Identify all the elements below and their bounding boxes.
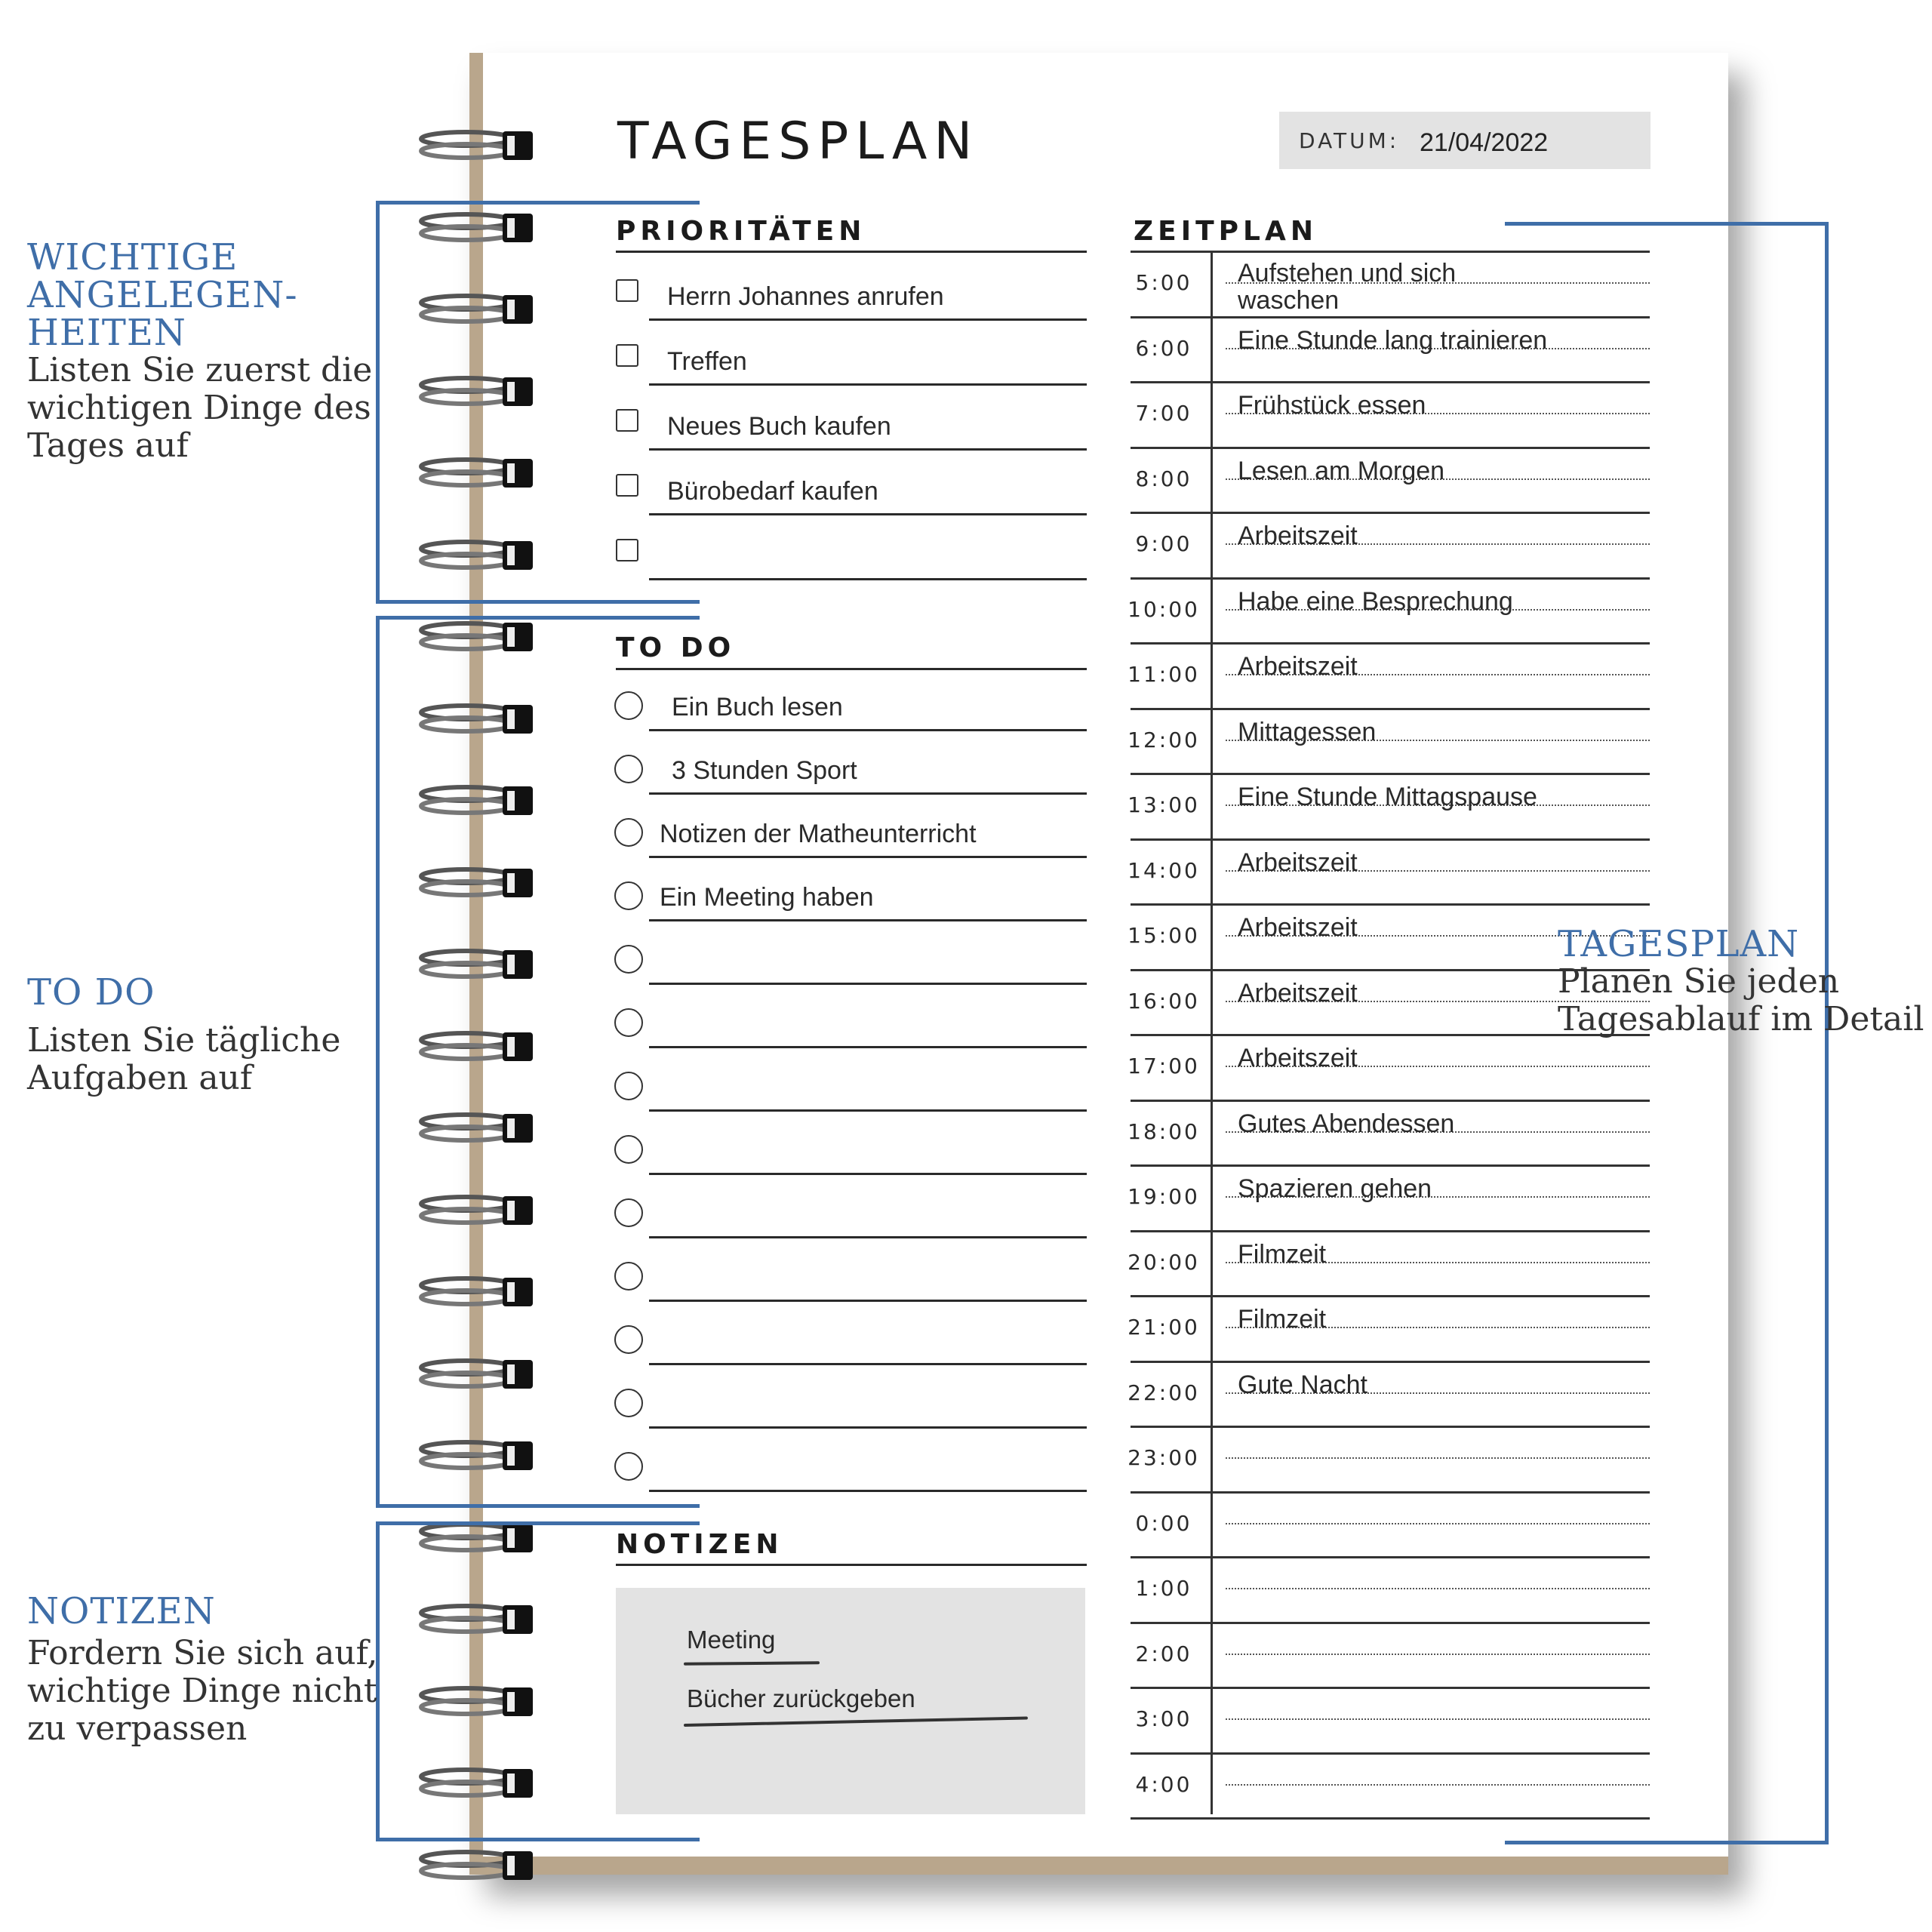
schedule-time: 1:00 <box>1135 1576 1192 1601</box>
schedule-event[interactable]: Arbeitszeit <box>1238 521 1358 550</box>
schedule-event[interactable]: Lesen am Morgen <box>1238 456 1445 485</box>
priority-item-label: Treffen <box>667 347 747 376</box>
notes-heading: NOTIZEN <box>616 1529 783 1560</box>
priority-line <box>649 513 1087 515</box>
priority-line <box>649 383 1087 386</box>
schedule-annotation <box>1558 925 1924 1038</box>
notes-line: Meeting <box>687 1626 776 1654</box>
schedule-event[interactable]: Filmzeit <box>1238 1239 1327 1269</box>
annotation-text: Tages auf <box>27 426 189 465</box>
schedule-event[interactable]: Arbeitszeit <box>1238 652 1358 681</box>
schedule-event[interactable]: Mittagessen <box>1238 717 1377 746</box>
todo-item-label: Ein Meeting haben <box>660 883 874 912</box>
todo-line <box>649 1046 1087 1048</box>
todo-line <box>649 729 1087 731</box>
schedule-time: 3:00 <box>1135 1706 1192 1731</box>
schedule-event[interactable]: Frühstück essen <box>1238 391 1426 420</box>
annotation-title: TAGESPLAN <box>1558 923 1800 965</box>
annotation-text: zu verpassen <box>27 1709 248 1748</box>
schedule-time: 13:00 <box>1128 792 1200 817</box>
schedule-event[interactable]: waschen <box>1238 286 1340 315</box>
schedule-time: 5:00 <box>1135 270 1192 295</box>
notes-underline <box>684 1661 820 1666</box>
notes-bracket <box>376 1521 700 1841</box>
schedule-divider <box>1211 251 1213 1814</box>
schedule-event[interactable]: Habe eine Besprechung <box>1238 586 1513 616</box>
notes-line: Bücher zurückgeben <box>687 1684 915 1712</box>
schedule-time: 15:00 <box>1128 923 1200 948</box>
schedule-time: 4:00 <box>1135 1771 1192 1797</box>
todo-line <box>649 1363 1087 1365</box>
schedule-time: 23:00 <box>1128 1445 1200 1470</box>
schedule-time: 12:00 <box>1128 727 1200 752</box>
date-box <box>1279 112 1651 169</box>
todo-line <box>649 1300 1087 1302</box>
priorities-heading: PRIORITÄTEN <box>616 216 866 247</box>
schedule-time: 18:00 <box>1128 1118 1200 1144</box>
schedule-event[interactable]: Arbeitszeit <box>1238 913 1358 942</box>
schedule-time: 11:00 <box>1128 662 1200 687</box>
annotation-text: Tagesablauf im Detail <box>1558 1000 1924 1038</box>
schedule-time: 14:00 <box>1128 857 1200 883</box>
schedule-time: 0:00 <box>1135 1510 1192 1536</box>
schedule-event[interactable]: Eine Stunde Mittagspause <box>1238 783 1537 811</box>
schedule-time: 10:00 <box>1128 596 1200 622</box>
annotation-title: NOTIZEN <box>27 1590 216 1632</box>
todo-annotation <box>27 971 341 1097</box>
schedule-event[interactable]: Spazieren gehen <box>1238 1174 1432 1203</box>
annotation-text: wichtige Dinge nicht <box>27 1672 377 1710</box>
priority-line <box>649 318 1087 321</box>
priority-item-label: Neues Buch kaufen <box>667 412 891 441</box>
schedule-time: 6:00 <box>1135 335 1192 361</box>
todo-item-label: 3 Stunden Sport <box>672 756 857 785</box>
schedule-time: 7:00 <box>1135 401 1192 426</box>
todo-line <box>649 983 1087 985</box>
todo-line <box>649 1490 1087 1492</box>
schedule-time: 2:00 <box>1135 1641 1192 1666</box>
priority-line <box>649 448 1087 451</box>
schedule-event[interactable]: Arbeitszeit <box>1238 1044 1358 1072</box>
schedule-event[interactable]: Eine Stunde lang trainieren <box>1238 325 1548 355</box>
schedule-time: 20:00 <box>1128 1249 1200 1275</box>
annotation-title: WICHTIGE <box>27 236 238 278</box>
todo-line <box>649 856 1087 858</box>
schedule-event[interactable]: Gute Nacht <box>1238 1370 1367 1399</box>
schedule-event[interactable]: Arbeitszeit <box>1238 848 1358 877</box>
todo-line <box>649 1236 1087 1238</box>
todo-line <box>649 919 1087 921</box>
spiral-ring <box>414 1845 549 1886</box>
schedule-time: 16:00 <box>1128 988 1200 1014</box>
annotation-title: HEITEN <box>27 312 186 354</box>
annotation-text: Fordern Sie sich auf, <box>27 1634 378 1672</box>
schedule-time: 17:00 <box>1128 1054 1200 1078</box>
todo-line <box>649 1109 1087 1112</box>
priorities-bracket <box>376 201 700 604</box>
priority-line <box>649 578 1087 580</box>
schedule-time: 21:00 <box>1128 1315 1200 1340</box>
annotation-text: Planen Sie jeden <box>1558 962 1840 1001</box>
todo-heading: TO DO <box>616 632 736 663</box>
schedule-event[interactable]: Aufstehen und sich <box>1238 259 1457 288</box>
annotation-text: Aufgaben auf <box>27 1059 253 1097</box>
annotation-title: ANGELEGEN- <box>27 274 298 316</box>
todo-bracket <box>376 616 700 1508</box>
schedule-event[interactable]: Arbeitszeit <box>1238 978 1358 1008</box>
page-title: TAGESPLAN <box>617 112 980 171</box>
priority-item-label: Bürobedarf kaufen <box>667 477 878 506</box>
schedule-heading: ZEITPLAN <box>1134 216 1318 247</box>
todo-line <box>649 1173 1087 1175</box>
todo-item-label: Ein Buch lesen <box>672 693 843 721</box>
todo-line <box>649 1426 1087 1429</box>
priority-item-label: Herrn Johannes anrufen <box>667 282 944 311</box>
schedule-time: 9:00 <box>1135 531 1192 556</box>
todo-item-label: Notizen der Matheunterricht <box>660 820 977 848</box>
spiral-ring <box>414 125 549 166</box>
annotation-text: Listen Sie tägliche <box>27 1021 341 1060</box>
priorities-annotation <box>27 238 372 465</box>
annotation-text: Listen Sie zuerst die <box>27 351 373 389</box>
notes-annotation <box>27 1592 377 1748</box>
annotation-text: wichtigen Dinge des <box>27 389 371 427</box>
annotation-title: TO DO <box>27 971 155 1014</box>
date-label: DATUM: <box>1299 128 1400 153</box>
todo-line <box>649 792 1087 795</box>
schedule-time: 22:00 <box>1128 1380 1200 1405</box>
schedule-event[interactable]: Filmzeit <box>1238 1305 1327 1334</box>
date-value[interactable]: 21/04/2022 <box>1420 128 1549 157</box>
schedule-time: 8:00 <box>1135 466 1192 491</box>
schedule-event[interactable]: Gutes Abendessen <box>1238 1109 1455 1138</box>
notes-underline <box>684 1716 1028 1727</box>
schedule-time: 19:00 <box>1128 1184 1200 1209</box>
